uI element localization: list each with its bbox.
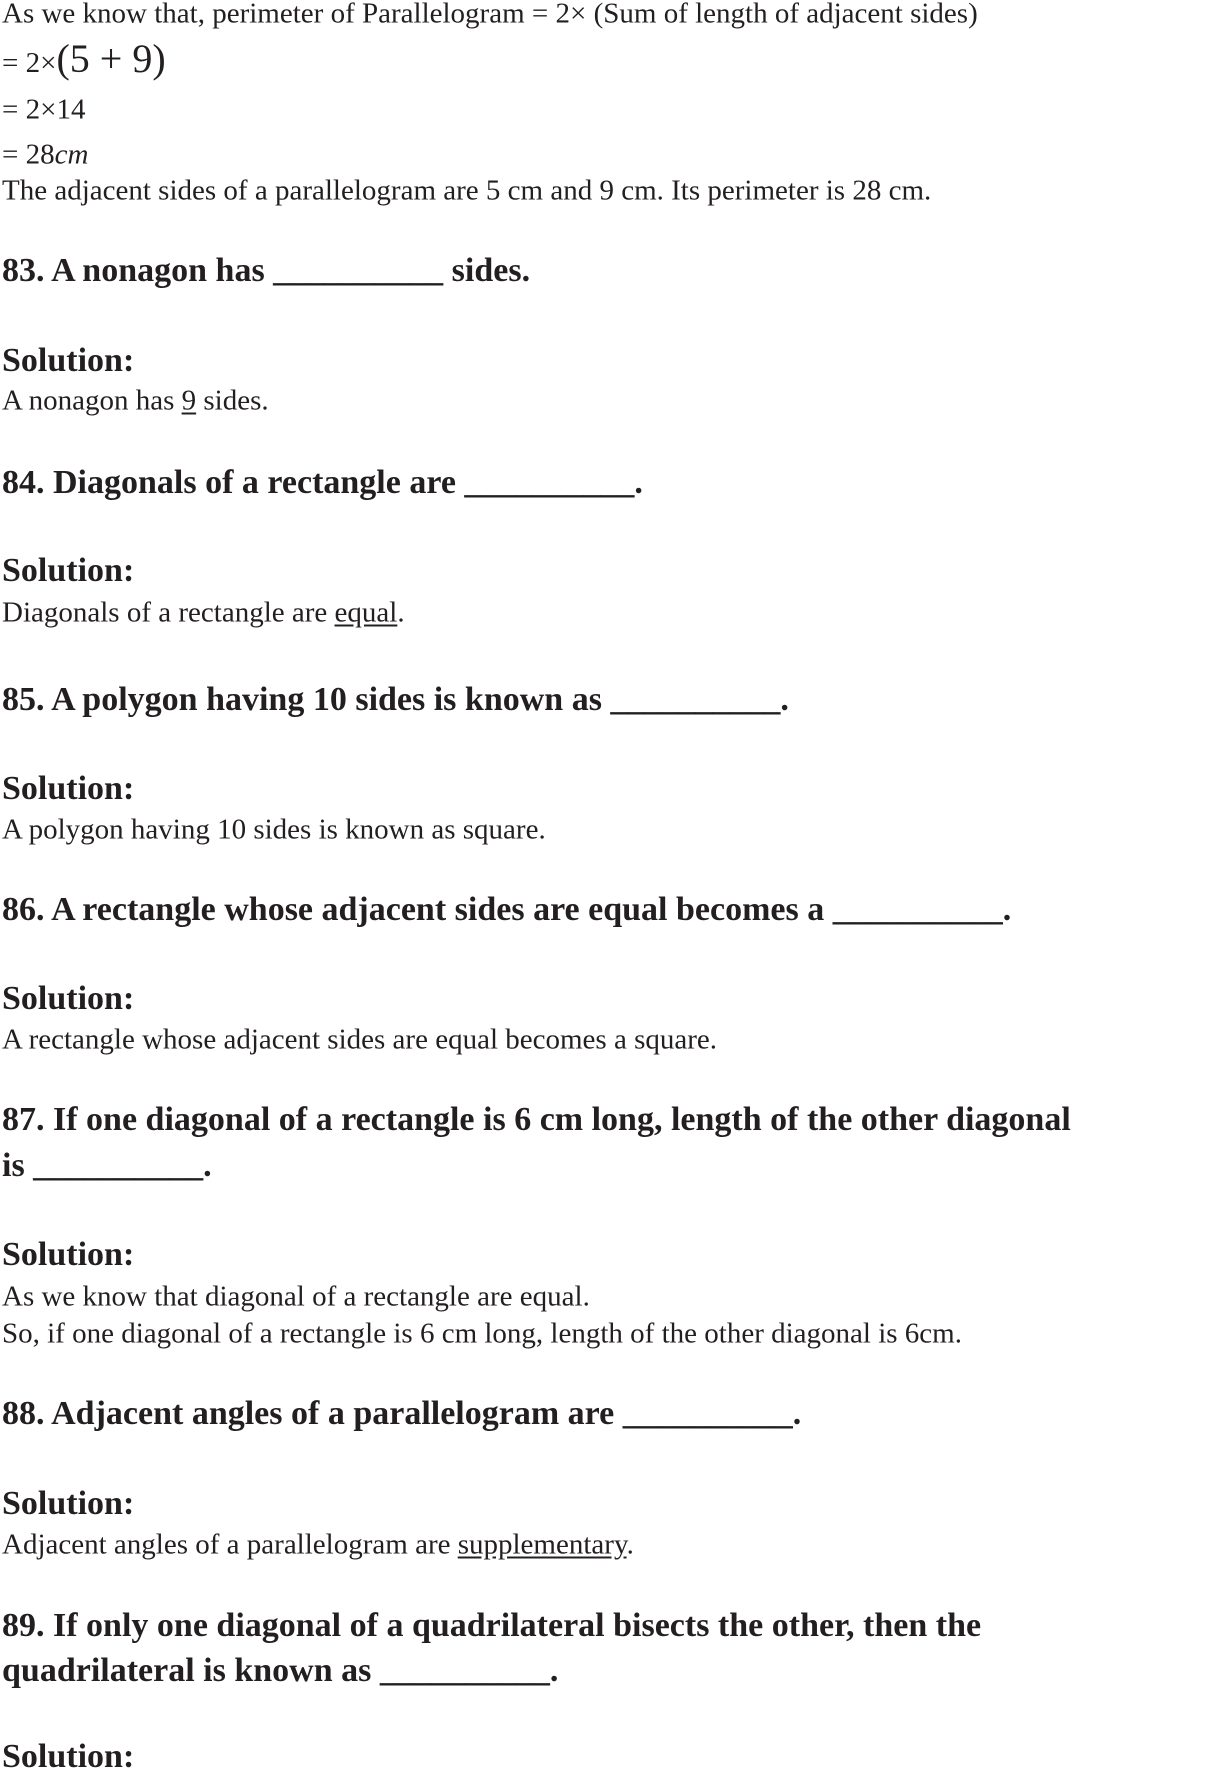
solution-label: Solution:	[2, 770, 135, 807]
question-83: 83. A nonagon has __________ sides.	[2, 252, 531, 289]
question-84: 84. Diagonals of a rectangle are __________.	[2, 464, 643, 501]
solution-label: Solution:	[2, 1485, 135, 1522]
solution-label: Solution:	[2, 552, 135, 589]
math-step-1-prefix: = 2×	[2, 47, 57, 79]
answer-underlined: supplementary	[457, 1528, 627, 1561]
answer-text: Adjacent angles of a parallelogram are	[2, 1528, 458, 1561]
solution-label: Solution:	[2, 1738, 135, 1775]
answer-text: .	[397, 596, 405, 629]
question-87-cont: is __________.	[2, 1147, 212, 1184]
answer-83	[2, 384, 269, 417]
math-step-3-unit: cm	[54, 138, 89, 171]
answer-text: Diagonals of a rectangle are	[2, 596, 335, 629]
question-87: 87. If one diagonal of a rectangle is 6 cm long, length of the other diagonal	[2, 1101, 1071, 1138]
answer-text: sides.	[196, 384, 269, 417]
solution-label: Solution:	[2, 342, 135, 379]
answer-87-cont: So, if one diagonal of a rectangle is 6 cm long, length of the other diagonal is 6cm.	[2, 1317, 962, 1350]
answer-85: A polygon having 10 sides is known as square.	[2, 813, 546, 846]
math-step-3	[2, 138, 89, 171]
math-step-1-expr: (5 + 9)	[56, 36, 166, 81]
intro-text: As we know that, perimeter of Parallelogram = 2× (Sum of length of adjacent sides)	[2, 0, 978, 30]
solution-label: Solution:	[2, 980, 135, 1017]
solution-label: Solution:	[2, 1236, 135, 1273]
answer-underlined: equal	[334, 596, 398, 629]
answer-87: As we know that diagonal of a rectangle are equal.	[2, 1280, 590, 1313]
answer-text: .	[626, 1528, 634, 1561]
question-88: 88. Adjacent angles of a parallelogram are __________.	[2, 1395, 802, 1432]
answer-86: A rectangle whose adjacent sides are equal becomes a square.	[2, 1023, 718, 1056]
math-step-3-value: = 28	[2, 138, 55, 171]
question-89: 89. If only one diagonal of a quadrilateral bisects the other, then the	[2, 1607, 982, 1644]
question-86: 86. A rectangle whose adjacent sides are equal becomes a __________.	[2, 891, 1012, 928]
question-85: 85. A polygon having 10 sides is known as __________.	[2, 681, 789, 718]
math-step-2: = 2×14	[2, 93, 86, 126]
math-step-1	[2, 36, 166, 81]
question-89-cont: quadrilateral is known as __________.	[2, 1652, 559, 1689]
answer-84	[2, 596, 405, 629]
answer-text: A nonagon has	[2, 384, 182, 417]
answer-88	[2, 1528, 634, 1561]
intro-conclusion: The adjacent sides of a parallelogram are 5 cm and 9 cm. Its perimeter is 28 cm.	[2, 174, 932, 207]
answer-underlined: 9	[181, 384, 197, 417]
